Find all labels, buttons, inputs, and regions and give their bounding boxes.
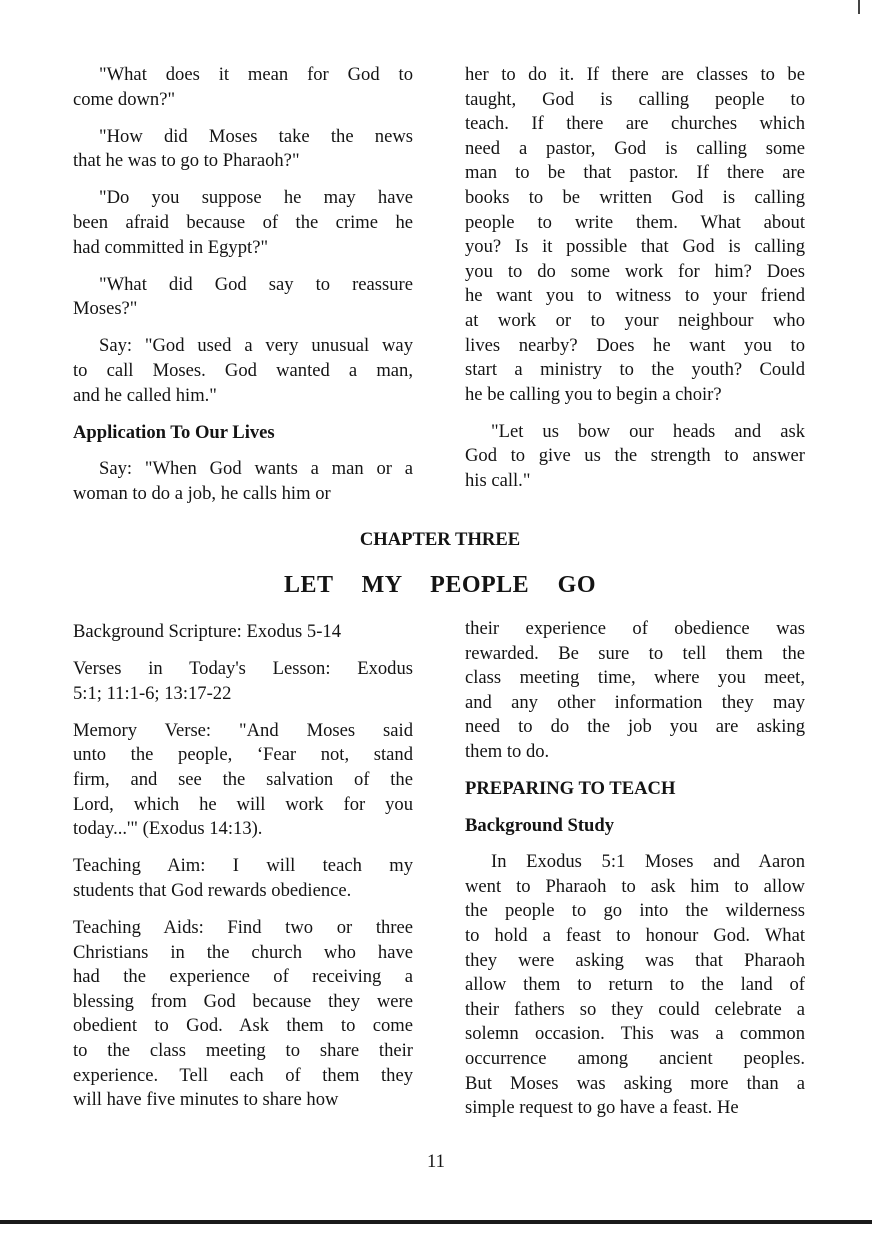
paragraph — [465, 850, 805, 1121]
text-line: simple request to go have a feast. He — [465, 1097, 739, 1119]
text-line: at work or to your neighbour who — [465, 309, 805, 331]
text-line: Verses in Today's Lesson: Exodus — [73, 658, 413, 680]
text-line: Background Study — [465, 814, 614, 836]
text-line: "What did God say to reassure — [99, 273, 413, 295]
text-line: the people to go into the wilderness — [465, 900, 805, 922]
text-line: need to do the job you are asking — [465, 716, 805, 738]
text-line: will have five minutes to share how — [73, 1089, 339, 1111]
text-line: students that God rewards obedience. — [73, 879, 352, 901]
text-line: Background Scripture: Exodus 5-14 — [73, 621, 342, 642]
top-right-column — [465, 63, 805, 506]
text-line: God to give us the strength to answer — [465, 445, 805, 467]
text-line: today...'" (Exodus 14:13). — [73, 818, 263, 840]
paragraph — [73, 719, 413, 842]
paragraph — [465, 63, 805, 407]
text-line: woman to do a job, he calls him or — [73, 482, 331, 504]
text-line: 5:1; 11:1-6; 13:17-22 — [73, 682, 232, 704]
paragraph — [73, 854, 413, 903]
text-line: had the experience of receiving a — [73, 966, 413, 988]
text-line: In Exodus 5:1 Moses and Aaron — [491, 851, 805, 873]
text-line: that he was to go to Pharaoh?" — [73, 150, 300, 172]
text-line: taught, God is calling people to — [465, 88, 805, 110]
text-line: books to be written God is calling — [465, 186, 805, 208]
bottom-left-column — [73, 620, 413, 1125]
text-line: "How did Moses take the news — [99, 125, 413, 147]
text-line: Lord, which he will work for you — [73, 793, 413, 815]
text-line: to hold a feast to honour God. What — [465, 925, 805, 947]
text-line: his call." — [465, 470, 531, 491]
text-line: come down?" — [73, 88, 176, 110]
top-left-column — [73, 63, 413, 519]
text-line: rewarded. Be sure to tell them the — [465, 642, 805, 664]
text-line: them to do. — [465, 740, 550, 762]
paragraph — [73, 457, 413, 506]
text-line: Moses?" — [73, 298, 138, 320]
text-line: blessing from God because they were — [73, 990, 413, 1012]
paragraph — [73, 916, 413, 1113]
text-line: solemn occasion. This was a common — [465, 1023, 805, 1045]
text-line: experience. Tell each of them they — [73, 1064, 413, 1086]
section-heading — [465, 777, 805, 802]
bottom-rule — [0, 1220, 872, 1224]
paragraph — [73, 657, 413, 706]
section-heading — [465, 814, 805, 839]
text-line: and he called him." — [73, 384, 217, 406]
text-line: Christians in the church who have — [73, 941, 413, 963]
text-line: allow them to return to the land of — [465, 974, 805, 996]
paragraph — [73, 125, 413, 174]
text-line: their fathers so they could celebrate a — [465, 998, 805, 1020]
paragraph — [73, 334, 413, 408]
paragraph — [73, 273, 413, 322]
paragraph — [73, 186, 413, 260]
text-line: to call Moses. God wanted a man, — [73, 359, 413, 381]
text-line: obedient to God. Ask them to come — [73, 1015, 413, 1037]
paragraph — [465, 420, 805, 494]
text-line: unto the people, ‘Fear not, stand — [73, 744, 413, 766]
text-line: Teaching Aim: I will teach my — [73, 855, 413, 877]
bottom-right-column — [465, 617, 805, 1133]
text-line: to the class meeting to share their — [73, 1039, 413, 1061]
text-line: he be calling you to begin a choir? — [465, 383, 722, 405]
text-line: you? Is it possible that God is calling — [465, 236, 805, 258]
paragraph — [73, 63, 413, 112]
paragraph — [73, 620, 413, 645]
text-line: PREPARING TO TEACH — [465, 778, 676, 800]
text-line: class meeting time, where you meet, — [465, 667, 805, 689]
text-line: Say: "God used a very unusual way — [99, 335, 413, 357]
text-line: people to write them. What about — [465, 211, 805, 233]
text-line: her to do it. If there are classes to be — [465, 64, 805, 85]
text-line: Teaching Aids: Find two or three — [73, 916, 413, 938]
text-line: went to Pharaoh to ask him to allow — [465, 875, 805, 897]
text-line: Application To Our Lives — [73, 421, 275, 443]
text-line: start a ministry to the youth? Could — [465, 359, 805, 381]
paragraph — [465, 617, 805, 765]
text-line: occurrence among ancient peoples. — [465, 1048, 805, 1069]
text-line: had committed in Egypt?" — [73, 236, 269, 258]
text-line: he want you to witness to your friend — [465, 285, 805, 307]
text-line: their experience of obedience was — [465, 618, 805, 639]
text-line: you to do some work for him? Does — [465, 260, 805, 282]
scan-mark — [858, 0, 860, 14]
chapter-title: LET MY PEOPLE GO — [283, 572, 597, 598]
text-line: man to be that pastor. If there are — [465, 162, 805, 184]
text-line: "What does it mean for God to — [99, 64, 413, 85]
text-line: lives nearby? Does he want you to — [465, 334, 805, 356]
section-heading — [73, 421, 413, 446]
text-line: "Do you suppose he may have — [99, 187, 413, 209]
text-line: been afraid because of the crime he — [73, 211, 413, 233]
text-line: "Let us bow our heads and ask — [491, 420, 805, 442]
text-line: and any other information they may — [465, 691, 805, 713]
text-line: But Moses was asking more than a — [465, 1072, 805, 1094]
chapter-label: CHAPTER THREE — [359, 529, 521, 550]
text-line: firm, and see the salvation of the — [73, 768, 413, 790]
text-line: teach. If there are churches which — [465, 113, 805, 135]
text-line: Say: "When God wants a man or a — [99, 458, 413, 480]
page-number: 11 — [427, 1151, 445, 1172]
text-line: Memory Verse: "And Moses said — [73, 719, 413, 741]
text-line: need a pastor, God is calling some — [465, 137, 805, 159]
text-line: they were asking was that Pharaoh — [465, 949, 805, 971]
